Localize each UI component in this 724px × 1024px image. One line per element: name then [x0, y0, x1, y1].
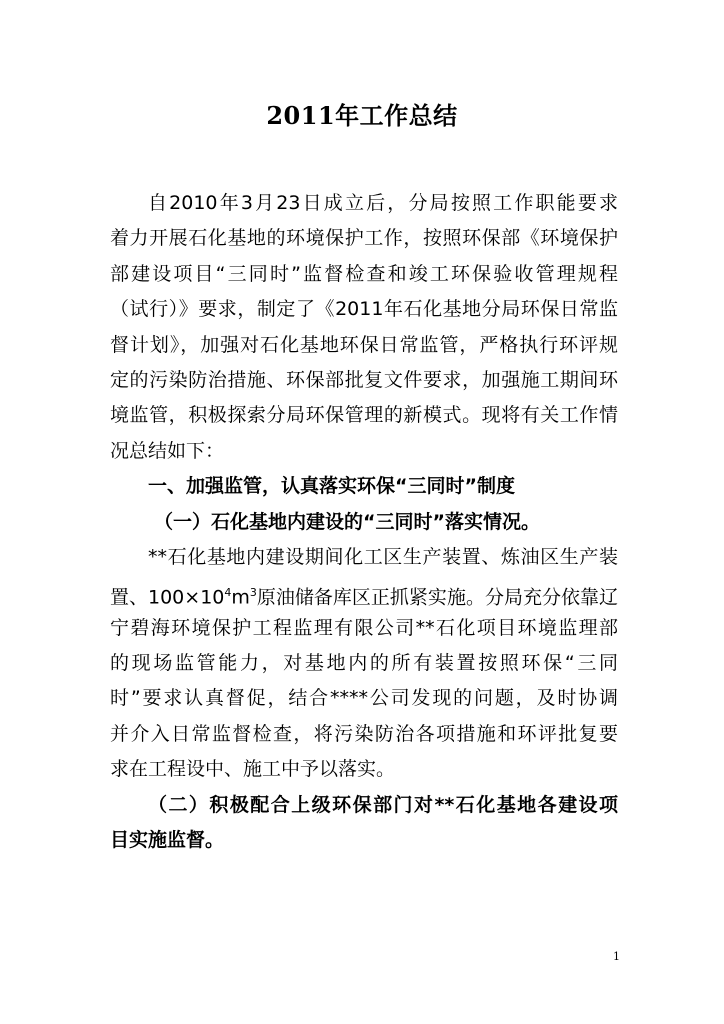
paragraph-line: 督计划》，加强对石化基地环保日常监管，严格执行环评规: [110, 333, 618, 356]
paragraph-line: 并介入日常监督检查，将污染防治各项措施和环评批复要: [110, 722, 618, 745]
paragraph-line: 部建设项目“三同时”监督检查和竣工环保验收管理规程: [110, 262, 618, 285]
paragraph-line-with-units: [110, 575, 618, 610]
superscript: 4: [224, 586, 232, 600]
paragraph-line: 的现场监管能力，对基地内的所有装置按照环保“三同: [110, 652, 618, 675]
paragraph-line: 境监管，积极探索分局环保管理的新模式。现将有关工作情: [110, 404, 618, 427]
subsection-heading: （一）石化基地内建设的“三同时”落实情况。: [154, 510, 540, 533]
paragraph-line: 求在工程设中、施工中予以落实。: [110, 758, 396, 781]
paragraph-line: 况总结如下：: [110, 439, 225, 462]
document-title: 2011年工作总结: [266, 101, 458, 130]
superscript: 3: [249, 586, 257, 600]
text-fragment: 原油储备库区正抓紧实施。分局充分依靠辽: [256, 586, 618, 609]
paragraph-line: 宁碧海环境保护工程监理有限公司**石化项目环境监理部: [110, 616, 618, 639]
paragraph-line: 定的污染防治措施、环保部批复文件要求，加强施工期间环: [110, 368, 618, 391]
section-heading: 一、加强监管，认真落实环保“三同时”制度: [148, 475, 515, 498]
paragraph-line: （试行）》要求，制定了《2011年石化基地分局环保日常监: [110, 298, 618, 321]
document-body: [110, 186, 618, 858]
paragraph-line: 自2010年3月23日成立后，分局按照工作职能要求: [148, 192, 618, 214]
subsection-heading-continued: 目实施监督。: [110, 829, 225, 852]
subsection-heading: （二）积极配合上级环保部门对**石化基地各建设项: [148, 793, 618, 816]
paragraph-line: 时”要求认真督促，结合****公司发现的问题，及时协调: [110, 687, 618, 710]
text-fragment: 置、100×10: [110, 586, 225, 609]
paragraph-line: 着力开展石化基地的环境保护工作，按照环保部《环境保护: [110, 227, 618, 250]
paragraph-line: **石化基地内建设期间化工区生产装置、炼油区生产装: [148, 545, 618, 568]
page-number: 1: [613, 950, 620, 963]
text-fragment: m: [231, 586, 250, 609]
